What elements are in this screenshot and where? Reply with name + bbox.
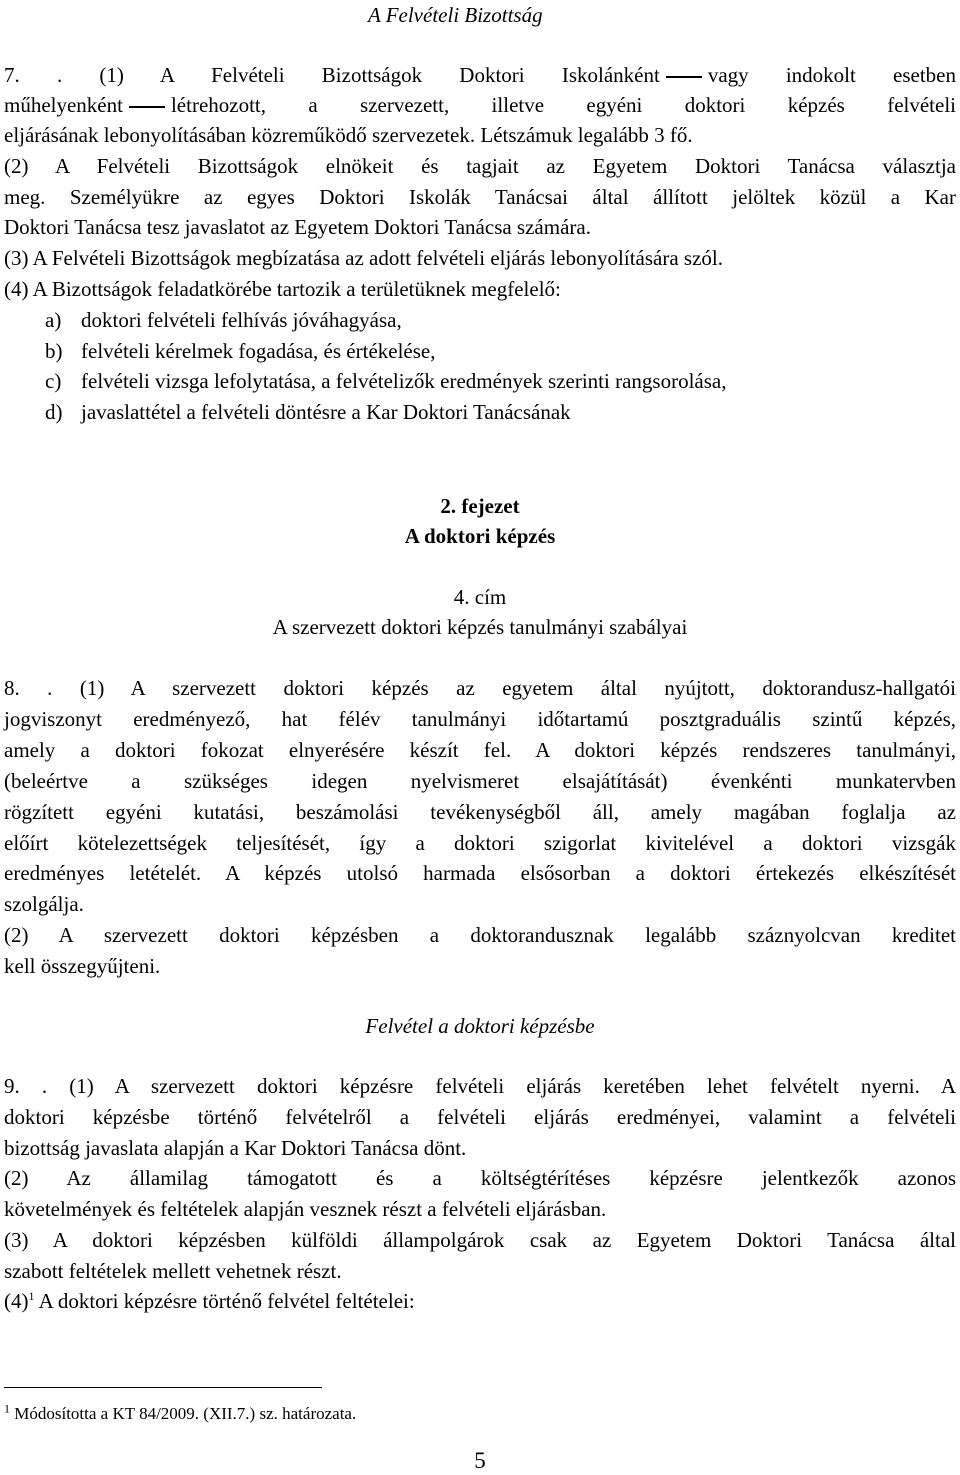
section-title-felvetel: Felvétel a doktori képzésbe — [365, 1014, 595, 1038]
list-item-label: a) — [45, 308, 62, 332]
paragraph-9-line-3: bizottság javaslata alapján a Kar Doktori Tanácsa dönt. — [4, 1136, 467, 1160]
paragraph-8-line-2: jogviszonyt eredményező, hat félév tanulmányi időtartamú posztgraduális szintű képzés, — [4, 707, 956, 731]
paragraph-8-2-line-2: kell összegyűjteni. — [4, 954, 161, 978]
paragraph-9-line-1: 9. . (1) A szervezett doktori képzésre felvételi eljárás keretében lehet felvételt nyerni. A — [4, 1074, 956, 1098]
paragraph-7-2-line-2: meg. Személyükre az egyes Doktori Iskolák Tanácsai által állított jelöltek közül a Kar — [4, 185, 956, 209]
footnote — [4, 1403, 356, 1425]
paragraph-9-3-line-2: szabott feltételek mellett vehetnek részt. — [4, 1259, 342, 1283]
paragraph-9-4-text: A doktori képzésre történő felvétel feltételei: — [38, 1289, 415, 1313]
paragraph-9-2-line-2: követelmények és feltételek alapján vesznek részt a felvételi eljárásban. — [4, 1197, 607, 1221]
cim-number: 4. cím — [453, 585, 507, 609]
dash-separator — [129, 106, 165, 108]
list-item-label: d) — [45, 400, 63, 424]
chapter-title: A doktori képzés — [404, 524, 556, 548]
list-item — [45, 336, 435, 366]
footnote-reference[interactable]: 1 — [28, 1289, 35, 1303]
section-title-felveteli-bizottsag: A Felvételi Bizottság — [368, 3, 543, 27]
paragraph-7-line-2 — [4, 90, 956, 120]
paragraph-7-3: (3) A Felvételi Bizottságok megbízatása az adott felvételi eljárás lebonyolítására szól. — [4, 246, 724, 270]
paragraph-8-line-4: (beleértve a szükséges idegen nyelvismeret elsajátítását) évenkénti munkatervben — [4, 769, 956, 793]
dash-separator — [666, 76, 702, 78]
paragraph-7-2-line-1: (2) A Felvételi Bizottságok elnökeit és tagjait az Egyetem Doktori Tanácsa választja — [4, 154, 956, 178]
list-item-text: felvételi vizsga lefolytatása, a felvételizők eredmények szerinti rangsorolása, — [81, 369, 727, 393]
paragraph-8-2-line-1: (2) A szervezett doktori képzésben a doktorandusznak legalább száznyolcvan kreditet — [4, 923, 956, 947]
paragraph-8-line-5: rögzített egyéni kutatási, beszámolási tevékenységből áll, amely magában foglalja az — [4, 800, 956, 824]
paragraph-7-line-3: eljárásának lebonyolításában közreműködő szervezetek. Létszámuk legalább 3 fő. — [4, 123, 693, 147]
paragraph-8-line-3: amely a doktori fokozat elnyerésére készít fel. A doktori képzés rendszeres tanulmányi, — [4, 738, 956, 762]
page-number: 5 — [474, 1448, 486, 1473]
list-item-text: javaslattétel a felvételi döntésre a Kar Doktori Tanácsának — [81, 400, 571, 424]
paragraph-9-3-line-1: (3) A doktori képzésben külföldi állampolgárok csak az Egyetem Doktori Tanácsa által — [4, 1228, 956, 1252]
cim-title: A szervezett doktori képzés tanulmányi szabályai — [272, 615, 688, 639]
paragraph-7-line-1-text-b: vagy indokolt esetben — [707, 63, 956, 87]
paragraph-8-line-6: előírt kötelezettségek teljesítését, így a doktori szigorlat kivitelével a doktori vizsgák — [4, 831, 956, 855]
paragraph-8-line-1: 8. . (1) A szervezett doktori képzés az egyetem által nyújtott, doktorandusz-hallgatói — [4, 676, 956, 700]
list-item-text: doktori felvételi felhívás jóváhagyása, — [81, 308, 402, 332]
footnote-divider — [4, 1387, 322, 1388]
list-item — [45, 397, 571, 427]
paragraph-9-4 — [4, 1286, 956, 1316]
paragraph-9-line-2: doktori képzésbe történő felvételről a felvételi eljárás eredményei, valamint a felvételi — [4, 1105, 956, 1129]
list-item — [45, 366, 726, 396]
list-item — [45, 305, 402, 335]
paragraph-9-2-line-1: (2) Az államilag támogatott és a költségtérítéses képzésre jelentkezők azonos — [4, 1166, 956, 1190]
paragraph-7-line-1 — [4, 60, 956, 90]
chapter-number: 2. fejezet — [440, 494, 520, 518]
list-item-text: felvételi kérelmek fogadása, és értékelése, — [81, 339, 436, 363]
paragraph-8-line-8: szolgálja. — [4, 892, 84, 916]
paragraph-7-4: (4) A Bizottságok feladatkörébe tartozik a területüknek megfelelő: — [4, 277, 561, 301]
paragraph-7-2-line-3: Doktori Tanácsa tesz javaslatot az Egyetem Doktori Tanácsa számára. — [4, 215, 591, 239]
list-item-label: b) — [45, 339, 63, 363]
paragraph-7-line-1-text-a: 7. . (1) A Felvételi Bizottságok Doktori Iskolánként — [4, 63, 660, 87]
footnote-mark: 1 — [4, 1401, 10, 1416]
paragraph-7-line-2-text-b: létrehozott, a szervezett, illetve egyéni doktori képzés felvételi — [170, 93, 956, 117]
paragraph-8-line-7: eredményes letételét. A képzés utolsó harmada elsősorban a doktori értekezés elkészítését — [4, 861, 956, 885]
paragraph-7-line-2-text-a: műhelyenként — [4, 93, 123, 117]
footnote-text: Módosította a KT 84/2009. (XII.7.) sz. határozata. — [14, 1404, 357, 1423]
list-item-label: c) — [45, 369, 62, 393]
paragraph-9-4-number: (4) — [4, 1289, 29, 1313]
